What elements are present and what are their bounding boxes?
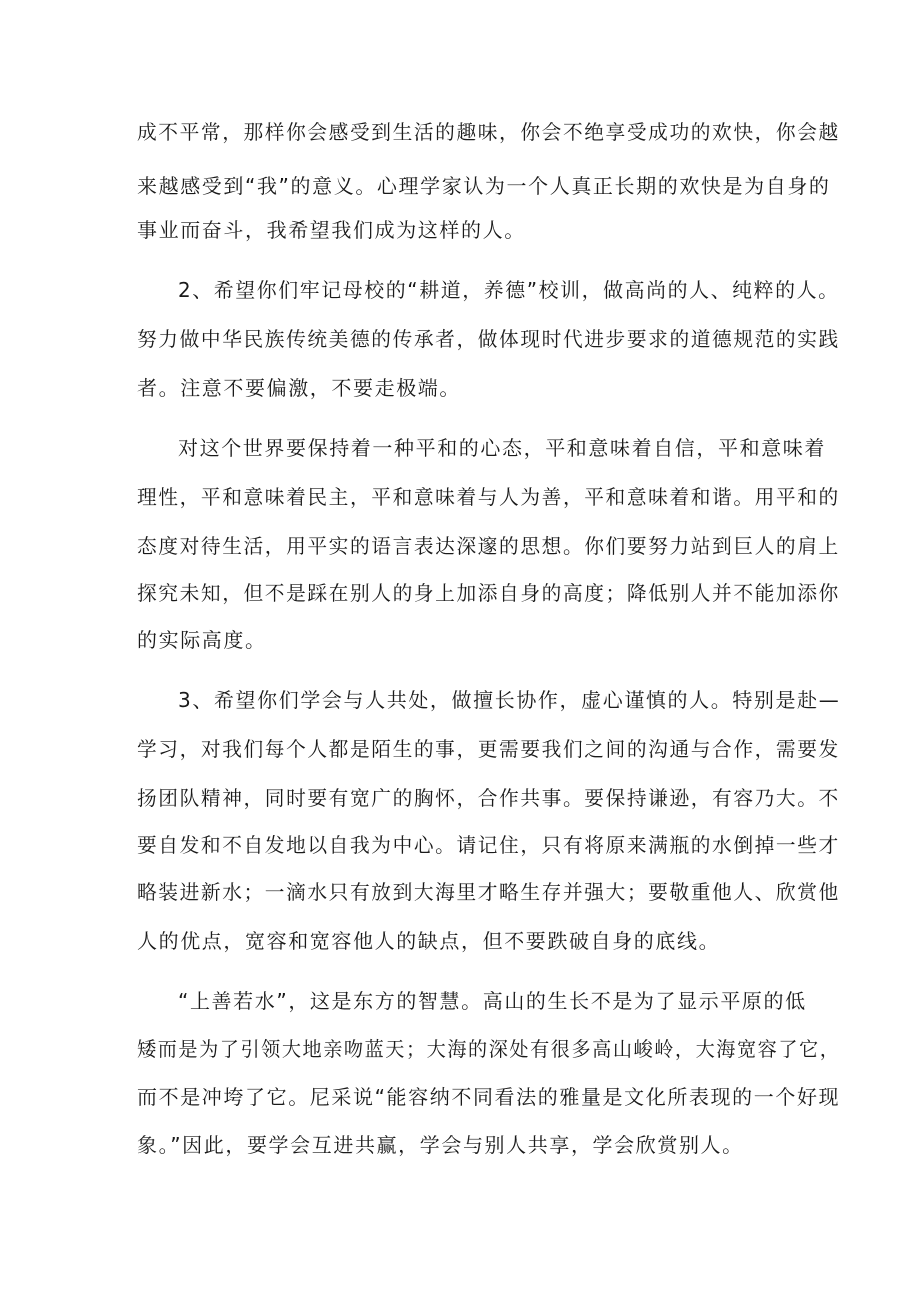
paragraph-5-line-2: 矮而是为了引领大地亲吻蓝天；大海的深处有很多高山峻岭，大海宽容了它， — [137, 1037, 841, 1061]
paragraph-4-line-3: 扬团队精神，同时要有宽广的胸怀，合作共事。要保持谦逊，有容乃大。不 — [137, 786, 840, 810]
paragraph-3-line-5: 的实际高度。 — [137, 628, 267, 652]
paragraph-3-line-2: 理性，平和意味着民主，平和意味着与人为善，平和意味着和谐。用平和的 — [137, 485, 840, 509]
paragraph-2-line-2: 努力做中华民族传统美德的传承者，做体现时代进步要求的道德规范的实践 — [137, 327, 840, 351]
paragraph-4-line-2: 学习，对我们每个人都是陌生的事，更需要我们之间的沟通与合作，需要发 — [137, 737, 840, 761]
paragraph-4-line-6: 人的优点，宽容和宽容他人的缺点，但不要跌破自身的底线。 — [137, 929, 721, 953]
paragraph-3-line-3: 态度对待生活，用平实的语言表达深邃的思想。你们要努力站到巨人的肩上 — [137, 534, 840, 558]
paragraph-1-line-1: 成不平常，那样你会感受到生活的趣味，你会不绝享受成功的欢快，你会越 — [137, 120, 840, 144]
paragraph-4-line-1: 3、希望你们学会与人共处，做擅长协作，虚心谨慎的人。特别是赴— — [178, 688, 841, 712]
paragraph-4-line-4: 要自发和不自发地以自我为中心。请记住，只有将原来满瓶的水倒掉一些才 — [137, 833, 840, 857]
paragraph-2-line-3: 者。注意不要偏激，不要走极端。 — [137, 376, 461, 400]
paragraph-3-line-1: 对这个世界要保持着一种平和的心态，平和意味着自信，平和意味着 — [178, 436, 826, 460]
paragraph-5-line-1: “上善若水”，这是东方的智慧。高山的生长不是为了显示平原的低 — [178, 989, 807, 1013]
paragraph-1-line-3: 事业而奋斗，我希望我们成为这样的人。 — [137, 218, 526, 242]
paragraph-4-line-5: 略装进新水；一滴水只有放到大海里才略生存并强大；要敬重他人、欣赏他 — [137, 880, 840, 904]
paragraph-3-line-4: 探究未知，但不是踩在别人的身上加添自身的高度；降低别人并不能加添你 — [137, 581, 840, 605]
paragraph-5-line-3: 而不是冲垮了它。尼采说“能容纳不同看法的雅量是文化所表现的一个好现 — [137, 1085, 841, 1109]
paragraph-2-line-1: 2、希望你们牢记母校的“耕道，养德”校训，做高尚的人、纯粹的人。 — [178, 278, 840, 302]
paragraph-5-line-4: 象。”因此，要学会互进共赢，学会与别人共享，学会欣赏别人。 — [137, 1133, 744, 1157]
paragraph-1-line-2: 来越感受到“我”的意义。心理学家认为一个人真正长期的欢快是为自身的 — [137, 174, 831, 198]
